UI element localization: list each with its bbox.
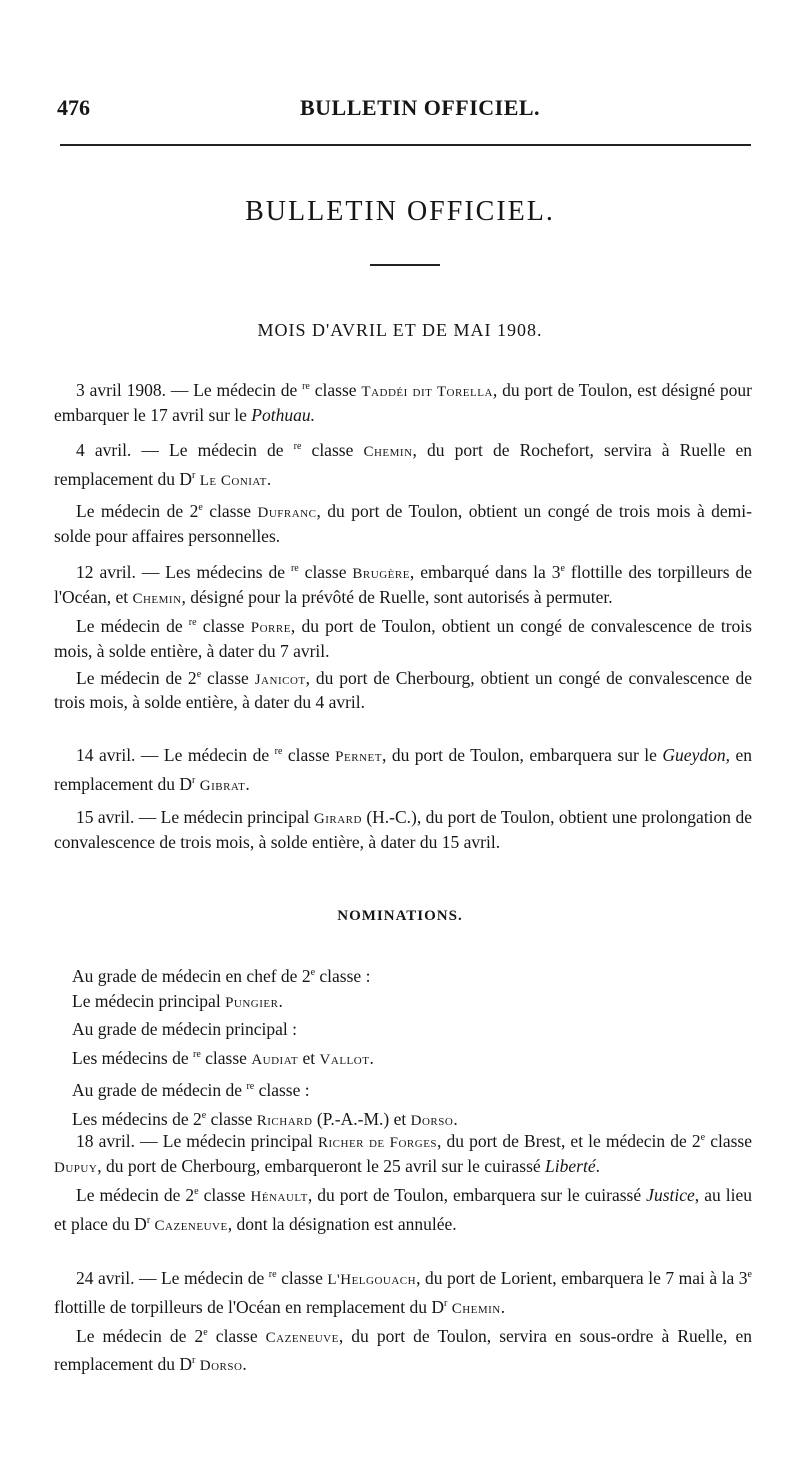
person-name: Richard (256, 1112, 313, 1129)
person-name: Chemin (451, 1300, 501, 1317)
ship-name: Liberté (545, 1155, 596, 1176)
person-name: Dorso (199, 1358, 243, 1375)
entry-24-avril (54, 1263, 752, 1378)
list-item: Au grade de médecin en chef de 2e classe : (72, 965, 371, 986)
person-name: Audiat (251, 1052, 299, 1069)
person-name: Pernet (335, 748, 382, 765)
paragraph: 3 avril 1908. — Le médecin de $^{re}$ classe Taddéi dit Torella, du port de Toulon, est désigné pour embarquer le 17 avril sur le Pothuau. (54, 379, 752, 425)
list-item: Les médecins de 2e classe Richard (P.-A.-M.) et Dorso. (72, 1108, 458, 1129)
entry-12-avril (54, 557, 752, 714)
list-item: Au grade de médecin principal : (72, 1018, 297, 1039)
person-name: Janicot (254, 671, 306, 688)
entry-dufranc (54, 496, 752, 548)
person-name: Taddéi dit Torella (361, 383, 493, 400)
paragraph: 24 avril. — Le médecin de $^{re}$ classe L'Helgouach, du port de Lorient, embarquera le 7 mai à la 3e flottille de torpilleurs de l'Océan en remplacement du $D^r$ Chemin. (54, 1267, 752, 1317)
person-name: Gibrat (199, 777, 246, 794)
person-name: Porre (250, 619, 291, 636)
running-title: BULLETIN OFFICIEL. (300, 95, 541, 120)
person-name: Cazeneuve (265, 1329, 339, 1346)
entry-3-avril (54, 375, 752, 427)
title-rule (370, 264, 440, 266)
person-name: Girard (313, 811, 362, 827)
paragraph: 15 avril. — Le médecin principal Girard (H.-C.), du port de Toulon, obtient une prolongation de convalescence de trois mois, à solde entière, à dater du 15 avril. (54, 807, 752, 852)
page-title: BULLETIN OFFICIEL. (245, 196, 555, 227)
person-name: Brugère (352, 565, 410, 582)
ship-name: Justice (646, 1184, 695, 1205)
entry-4-avril (54, 435, 752, 493)
person-name: L'Helgouach (327, 1271, 417, 1288)
paragraph: Le médecin de $^{re}$ classe Porre, du port de Toulon, obtient un congé de convalescence de trois mois, à solde entière, à dater du 7 avril. (54, 615, 752, 661)
person-name: Chemin (132, 590, 182, 607)
ship-name: Pothuau. (251, 404, 315, 425)
list-item: Le médecin principal Pungier. (72, 991, 283, 1012)
person-name: Pungier (225, 995, 279, 1012)
paragraph: 18 avril. — Le médecin principal Richer de Forges, du port de Brest, et le médecin de 2e classe Dupuy, du port de Cherbourg, embarqueront le 25 avril sur le cuirassé Liberté. (54, 1130, 752, 1176)
paragraph: Le médecin de 2e classe Hénault, du port de Toulon, embarquera sur le cuirassé Justice, au lieu et place du $D^r$ Cazeneuve, dont la désignation est annulée. (54, 1184, 752, 1234)
person-name: Dorso (410, 1112, 454, 1129)
header-rule (60, 144, 751, 146)
section-subtitle: MOIS D'AVRIL ET DE MAI 1908. (257, 320, 543, 340)
page-number: 476 (57, 95, 90, 120)
entry-14-avril (54, 740, 752, 798)
paragraph: Le médecin de 2e classe Janicot, du port de Cherbourg, obtient un congé de convalescence de trois mois, à solde entière, à dater du 4 avril. (54, 667, 752, 713)
list-item: Au grade de médecin de $^{re}$ classe : (72, 1079, 310, 1100)
paragraph: 4 avril. — Le médecin de $^{re}$ classe Chemin, du port de Rochefort, servira à Ruelle en remplacement du $D^r$ Le Coniat. (54, 439, 752, 489)
ship-name: Gueydon (662, 744, 726, 765)
nominations-heading: NOMINATIONS. (337, 908, 463, 924)
list-item: Les médecins de $^{re}$ classe Audiat et Vallot. (72, 1048, 374, 1069)
paragraph: 12 avril. — Les médecins de $^{re}$ classe Brugère, embarqué dans la 3e flottille des torpilleurs de l'Océan, et Chemin, désigné pour la prévôté de Ruelle, sont autorisés à permuter. (54, 561, 752, 607)
person-name: Le Coniat (199, 472, 267, 489)
running-header (57, 95, 752, 125)
person-name: Dufranc (257, 504, 317, 521)
paragraph: Le médecin de 2e classe Dufranc, du port de Toulon, obtient un congé de trois mois à demi-solde pour affaires personnelles. (54, 500, 752, 546)
person-name: Cazeneuve (154, 1217, 228, 1234)
paragraph: 14 avril. — Le médecin de $^{re}$ classe Pernet, du port de Toulon, embarquera sur le Gueydon, en remplacement du $D^r$ Gibrat. (54, 744, 752, 794)
person-name: Dupuy (54, 1159, 98, 1176)
paragraph: Le médecin de 2e classe Cazeneuve, du port de Toulon, servira en sous-ordre à Ruelle, en remplacement du $D^r$ Dorso. (54, 1325, 752, 1375)
nominations-list (72, 960, 752, 1134)
person-name: Richer de Forges (318, 1134, 438, 1151)
entry-18-avril (54, 1126, 752, 1237)
entry-15-avril (54, 806, 752, 854)
person-name: Chemin (363, 443, 413, 460)
person-name: Vallot (319, 1052, 370, 1069)
person-name: Hénault (250, 1188, 308, 1205)
